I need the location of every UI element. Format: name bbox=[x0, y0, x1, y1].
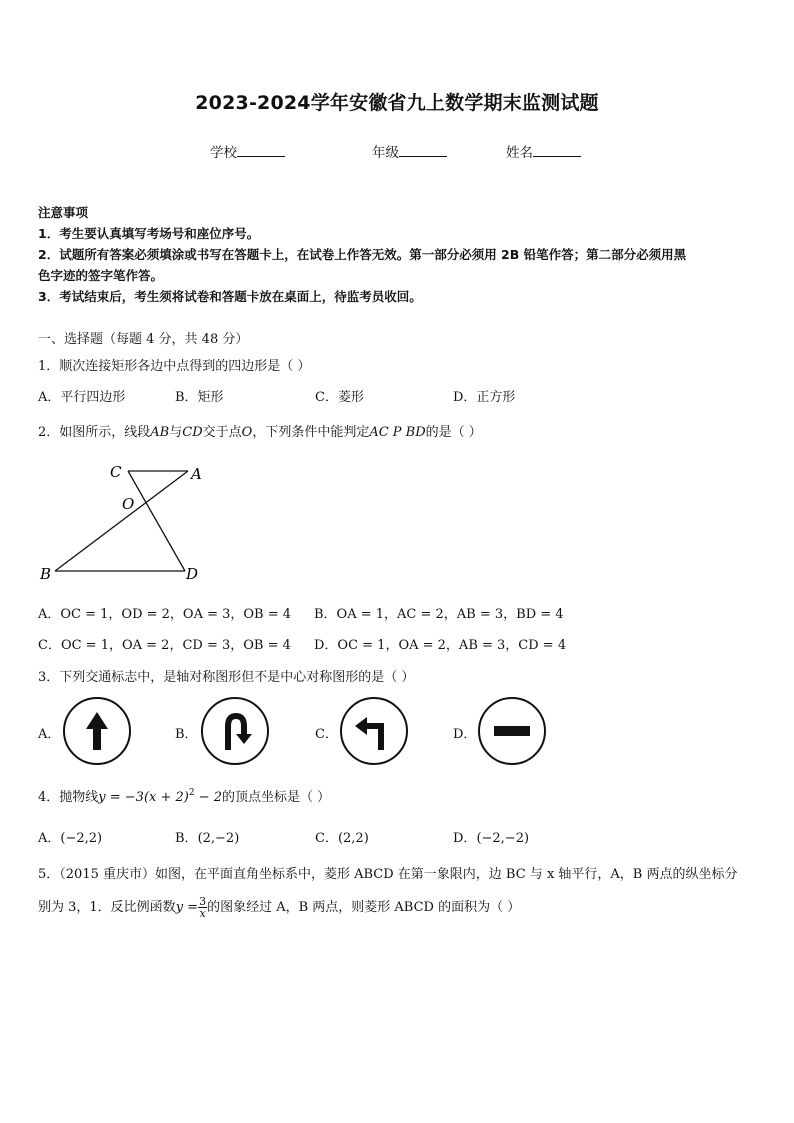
q4-option-c-letter: C． bbox=[315, 831, 338, 846]
q4-option-a[interactable] bbox=[38, 827, 102, 846]
no-entry-sign-icon bbox=[477, 696, 547, 766]
q2-parallel: AC P BD bbox=[369, 425, 426, 440]
q2-stem-c: 交于点 bbox=[202, 425, 242, 440]
note-item-3: 3．考试结束后，考生须将试卷和答题卡放在桌面上，待监考员收回。 bbox=[38, 289, 422, 304]
q5-line2-a: 别为 3，1．反比例函数 bbox=[38, 900, 176, 915]
q2-option-d[interactable]: D．OC = 1，OA = 2，AB = 3，CD = 4 bbox=[314, 638, 567, 653]
name-label: 姓名 bbox=[506, 145, 533, 161]
school-blank[interactable] bbox=[237, 144, 285, 157]
q1-stem: 1．顺次连接矩形各边中点得到的四边形是（ ） bbox=[38, 359, 311, 374]
q4-formula-b: − 2 bbox=[194, 790, 223, 805]
q2-stem bbox=[38, 421, 482, 440]
q4-option-d[interactable] bbox=[453, 827, 529, 846]
label-a: A bbox=[191, 465, 202, 483]
q4-option-d-letter: D． bbox=[453, 831, 477, 846]
q2-stem-e: 的是（ ） bbox=[425, 425, 482, 440]
name-field[interactable] bbox=[506, 141, 581, 161]
q2-ab: AB bbox=[150, 425, 170, 440]
q2-stem-d: ，下列条件中能判定 bbox=[252, 425, 370, 440]
q4-formula-exp: 2 bbox=[188, 788, 195, 798]
q3-option-d[interactable]: D． bbox=[453, 727, 477, 742]
q2-stem-a: 2．如图所示，线段 bbox=[38, 425, 151, 440]
grade-label: 年级 bbox=[372, 145, 399, 161]
q1-option-d[interactable]: D．正方形 bbox=[453, 390, 516, 405]
name-blank[interactable] bbox=[533, 144, 581, 157]
grade-field[interactable] bbox=[372, 141, 447, 161]
q3-option-b[interactable]: B． bbox=[175, 727, 198, 742]
q2-cd: CD bbox=[182, 425, 203, 440]
q5-y-eq: y = bbox=[175, 900, 199, 915]
q4-option-b-letter: B． bbox=[175, 831, 198, 846]
q3-stem: 3．下列交通标志中，是轴对称图形但不是中心对称图形的是（ ） bbox=[38, 670, 415, 685]
q5-line2-b: 的图象经过 A，B 两点，则菱形 ABCD 的面积为（ ） bbox=[207, 900, 521, 915]
q4-option-d-value: (−2,−2) bbox=[476, 831, 530, 846]
q1-option-a[interactable]: A．平行四边形 bbox=[38, 390, 126, 405]
q4-option-a-value: (−2,2) bbox=[60, 831, 103, 846]
q5-fraction bbox=[198, 896, 207, 919]
section-heading: 一、选择题（每题 4 分，共 48 分） bbox=[38, 332, 249, 347]
q4-option-b-value: (2,−2) bbox=[197, 831, 240, 846]
q3-option-c[interactable]: C． bbox=[315, 727, 338, 742]
q5-line2 bbox=[38, 896, 520, 919]
label-o: O bbox=[122, 495, 135, 513]
q4-option-a-letter: A． bbox=[38, 831, 61, 846]
school-field[interactable] bbox=[210, 141, 285, 161]
q2-option-a[interactable]: A．OC = 1，OD = 2，OA = 3，OB = 4 bbox=[38, 607, 292, 622]
q4-formula-a: y = −3(x + 2) bbox=[98, 790, 189, 805]
label-c: C bbox=[110, 463, 122, 481]
label-d: D bbox=[186, 565, 199, 583]
straight-arrow-sign-icon bbox=[62, 696, 132, 766]
q4-stem-b: 的顶点坐标是（ ） bbox=[222, 790, 331, 805]
q5-line1: 5．（2015 重庆市）如图，在平面直角坐标系中，菱形 ABCD 在第一象限内，边 BC 与 x 轴平行，A，B 两点的纵坐标分 bbox=[38, 867, 738, 882]
note-item-1: 1．考生要认真填写考场号和座位序号。 bbox=[38, 226, 260, 241]
q4-stem bbox=[38, 786, 330, 805]
school-label: 学校 bbox=[210, 145, 237, 161]
q5-frac-num: 3 bbox=[199, 895, 207, 908]
u-turn-sign-icon bbox=[200, 696, 270, 766]
q4-option-c-value: (2,2) bbox=[337, 831, 369, 846]
note-item-2-cont: 色字迹的签字笔作答。 bbox=[38, 268, 164, 283]
left-turn-sign-icon bbox=[339, 696, 409, 766]
q2-option-c[interactable]: C．OC = 1，OA = 2，CD = 3，OB = 4 bbox=[38, 638, 291, 653]
q4-option-c[interactable] bbox=[315, 827, 369, 846]
grade-blank[interactable] bbox=[399, 144, 447, 157]
q3-option-a[interactable]: A． bbox=[38, 727, 61, 742]
q2-o: O bbox=[241, 425, 253, 440]
q5-frac-den: x bbox=[199, 907, 206, 920]
q1-option-b[interactable]: B．矩形 bbox=[175, 390, 224, 405]
q2-option-b[interactable]: B．OA = 1，AC = 2，AB = 3，BD = 4 bbox=[314, 607, 564, 622]
notes-heading: 注意事项 bbox=[38, 205, 89, 220]
q2-stem-b: 与 bbox=[169, 425, 183, 440]
page-title: 2023-2024学年安徽省九上数学期末监测试题 bbox=[195, 92, 599, 114]
q4-option-b[interactable] bbox=[175, 827, 239, 846]
q2-figure bbox=[30, 455, 220, 590]
label-b: B bbox=[40, 565, 52, 583]
q4-stem-a: 4．抛物线 bbox=[38, 790, 99, 805]
note-item-2: 2．试题所有答案必须填涂或书写在答题卡上，在试卷上作答无效。第一部分必须用 2B 铅笔作答；第二部分必须用黑 bbox=[38, 247, 687, 262]
q1-option-c[interactable]: C．菱形 bbox=[315, 390, 364, 405]
